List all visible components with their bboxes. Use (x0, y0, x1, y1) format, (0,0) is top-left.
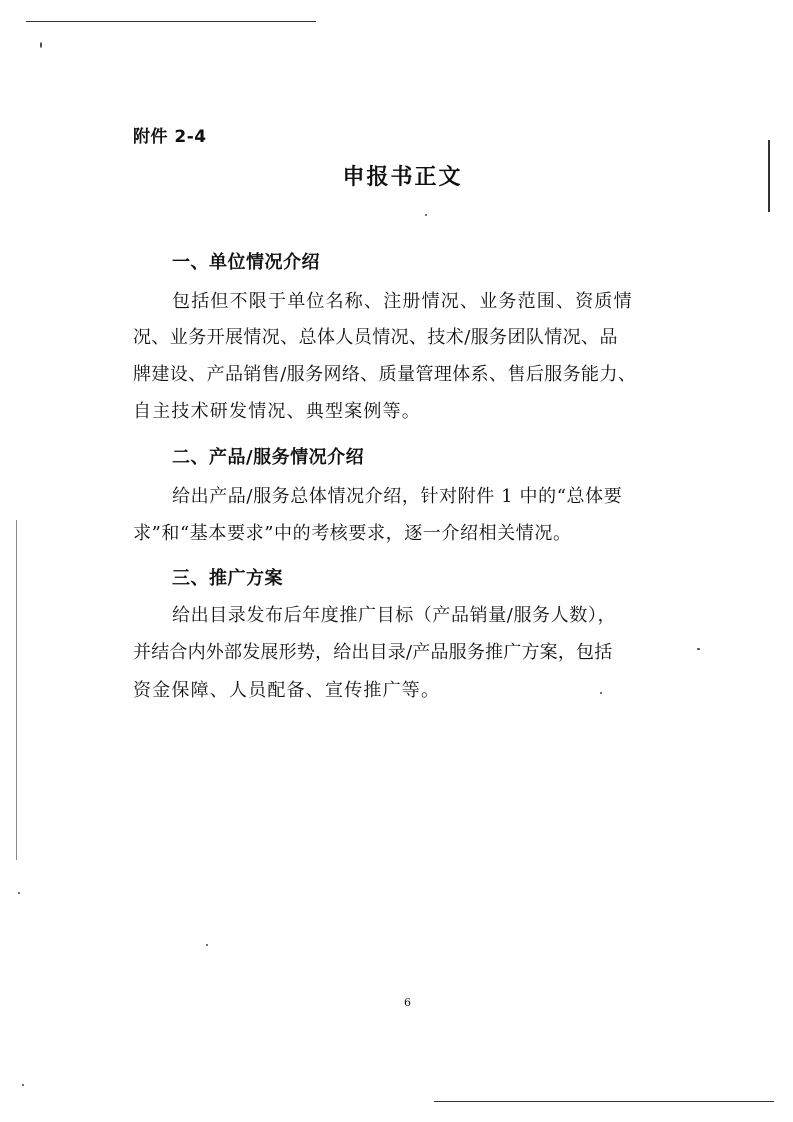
scan-speck (206, 944, 208, 946)
paragraph-line: 给出产品/服务总体情况介绍，针对附件 1 中的“总体要 (172, 486, 623, 507)
section-heading-unit-info: 一、单位情况介绍 (172, 252, 320, 273)
scan-speck (18, 892, 20, 894)
scan-bottom-rule (434, 1101, 774, 1102)
paragraph-line: 求”和“基本要求”中的考核要求，逐一介绍相关情况。 (133, 523, 572, 544)
paragraph-line: 包括但不限于单位名称、注册情况、业务范围、资质情 (172, 291, 633, 312)
paragraph-line: 给出目录发布后年度推广目标（产品销量/服务人数）， (172, 605, 617, 626)
paragraph-line: 自主技术研发情况、典型案例等。 (133, 401, 421, 422)
section-heading-product-service: 二、产品/服务情况介绍 (172, 447, 365, 468)
scan-top-rule (26, 21, 316, 22)
document-title: 申报书正文 (342, 165, 463, 190)
paragraph-line: 牌建设、产品销售/服务网络、质量管理体系、售后服务能力、 (133, 364, 637, 385)
scan-left-edge-line (16, 520, 17, 860)
scan-speck (425, 214, 427, 216)
scan-speck (40, 42, 42, 48)
section-heading-promotion-plan: 三、推广方案 (172, 568, 283, 589)
scan-speck (697, 648, 700, 650)
paragraph-line: 并结合内外部发展形势，给出目录/产品服务推广方案，包括 (133, 642, 613, 663)
paragraph-line: 况、业务开展情况、总体人员情况、技术/服务团队情况、品 (133, 327, 618, 348)
attachment-label: 附件 2-4 (133, 127, 207, 147)
scan-speck (22, 1084, 24, 1086)
paragraph-line: 资金保障、人员配备、宣传推广等。 (133, 680, 441, 701)
page-number: 6 (404, 996, 411, 1009)
scan-speck (600, 692, 602, 694)
